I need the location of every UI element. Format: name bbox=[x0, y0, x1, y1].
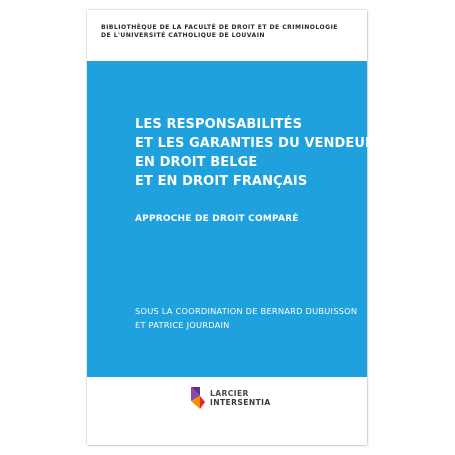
publisher-mark-icon bbox=[191, 387, 205, 409]
coordination-line: SOUS LA COORDINATION DE BERNARD DUBUISSON bbox=[135, 306, 358, 316]
book-cover bbox=[87, 10, 376, 445]
series-title bbox=[101, 24, 363, 40]
publisher-name bbox=[210, 389, 271, 408]
title-band bbox=[87, 61, 376, 377]
title-line: ET EN DROIT FRANÇAIS bbox=[135, 174, 308, 189]
title-line: ET LES GARANTIES DU VENDEUR bbox=[135, 136, 376, 151]
book-title bbox=[135, 115, 376, 191]
coordination-line: ET PATRICE JOURDAIN bbox=[135, 320, 230, 330]
title-line: LES RESPONSABILITÉS bbox=[135, 117, 303, 132]
publisher-line: INTERSENTIA bbox=[210, 398, 271, 407]
coordination-credit bbox=[135, 304, 357, 332]
publisher-logo bbox=[191, 387, 271, 409]
book-subtitle: APPROCHE DE DROIT COMPARÉ bbox=[135, 214, 299, 224]
series-line: BIBLIOTHÈQUE DE LA FACULTÉ DE DROIT ET DE CRIMINOLOGIE bbox=[101, 24, 338, 31]
title-line: EN DROIT BELGE bbox=[135, 155, 258, 170]
publisher-line: LARCIER bbox=[210, 388, 249, 398]
series-line: DE L'UNIVERSITÉ CATHOLIQUE DE LOUVAIN bbox=[101, 32, 265, 39]
